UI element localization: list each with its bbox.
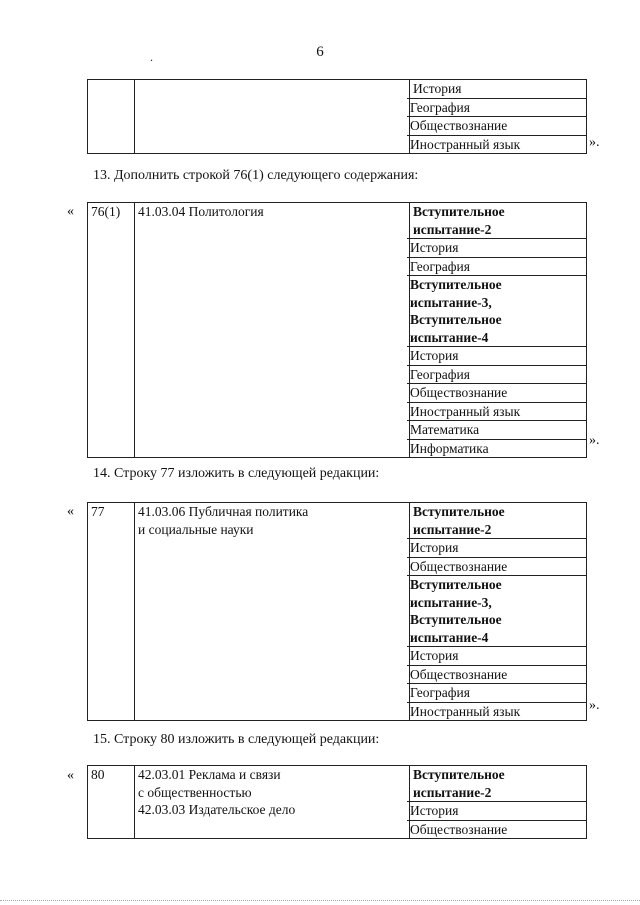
subjects-cell bbox=[410, 503, 587, 721]
closing-quote: ». bbox=[589, 698, 600, 713]
subject-item: География bbox=[407, 98, 586, 117]
page-number: 6 bbox=[316, 44, 324, 60]
program-cell bbox=[135, 766, 410, 839]
exam-group-label bbox=[407, 575, 586, 646]
closing-quote: ». bbox=[589, 433, 600, 448]
stray-dot: . bbox=[150, 50, 153, 64]
exam-group-label bbox=[410, 503, 586, 538]
table-row-76-1 bbox=[87, 202, 587, 458]
subjects-cell bbox=[410, 80, 587, 154]
row-number-cell: 80 bbox=[88, 766, 135, 839]
exam-group-line: испытание-2 bbox=[413, 521, 492, 537]
paragraph-15: 15. Строку 80 изложить в следующей редакции: bbox=[93, 732, 380, 747]
subject-item: География bbox=[407, 683, 586, 702]
program-cell bbox=[135, 80, 410, 154]
closing-quote: ». bbox=[589, 135, 600, 150]
subject-item: География bbox=[407, 365, 586, 384]
exam-group-line: испытание-3, bbox=[410, 594, 492, 610]
exam-group-line: Вступительное bbox=[413, 204, 505, 219]
exam-group-label bbox=[407, 275, 586, 346]
subject-item: Обществознание bbox=[407, 557, 586, 576]
subject-item: География bbox=[407, 257, 586, 276]
program-line: 41.03.06 Публичная политика bbox=[138, 504, 309, 519]
row-number-cell: 77 bbox=[88, 503, 135, 721]
exam-group-line: Вступительное bbox=[410, 612, 502, 627]
exam-group-line: Вступительное bbox=[413, 504, 505, 519]
paragraph-13: 13. Дополнить строкой 76(1) следующего содержания: bbox=[93, 168, 419, 183]
subject-item: Обществознание bbox=[407, 383, 586, 402]
exam-group-label bbox=[410, 203, 586, 238]
opening-quote: « bbox=[67, 204, 74, 219]
program-line: 42.03.01 Реклама и связи bbox=[138, 767, 281, 782]
exam-group-line: испытание-3, bbox=[410, 294, 492, 310]
table-row-80 bbox=[87, 765, 587, 839]
paragraph-14: 14. Строку 77 изложить в следующей редакции: bbox=[93, 466, 380, 481]
exam-group-line: испытание-4 bbox=[410, 329, 489, 345]
subject-item: Иностранный язык bbox=[407, 402, 586, 421]
exam-group-line: Вступительное bbox=[410, 277, 502, 292]
subject-item: История bbox=[407, 238, 586, 257]
program-line: с общественностью bbox=[138, 784, 252, 800]
subject-item: Информатика bbox=[407, 439, 586, 458]
subject-item: Обществознание bbox=[407, 116, 586, 135]
subject-item: Обществознание bbox=[407, 665, 586, 684]
subject-item: Обществознание bbox=[407, 820, 586, 839]
program-cell bbox=[135, 503, 410, 721]
subject-item: Иностранный язык bbox=[407, 702, 586, 721]
row-number-cell: 76(1) bbox=[88, 203, 135, 458]
subjects-cell bbox=[410, 203, 587, 458]
subject-item: История bbox=[407, 801, 586, 820]
program-line: и социальные науки bbox=[138, 521, 254, 537]
subject-item: История bbox=[407, 646, 586, 665]
exam-group-line: испытание-2 bbox=[413, 784, 492, 800]
subject-item: История bbox=[407, 538, 586, 557]
program-line: 41.03.04 Политология bbox=[138, 204, 264, 219]
subjects-cell bbox=[410, 766, 587, 839]
page-bottom-edge bbox=[0, 900, 640, 901]
exam-group-line: Вступительное bbox=[410, 577, 502, 592]
exam-group-line: Вступительное bbox=[410, 312, 502, 327]
exam-group-line: испытание-4 bbox=[410, 629, 489, 645]
opening-quote: « bbox=[67, 768, 74, 783]
exam-group-label bbox=[410, 766, 586, 801]
continued-table bbox=[87, 79, 587, 154]
subject-item: История bbox=[407, 346, 586, 365]
exam-group-line: Вступительное bbox=[413, 767, 505, 782]
row-number-cell bbox=[88, 80, 135, 154]
exam-group-line: испытание-2 bbox=[413, 221, 492, 237]
program-cell bbox=[135, 203, 410, 458]
program-line: 42.03.03 Издательское дело bbox=[138, 802, 296, 817]
table-row-77 bbox=[87, 502, 587, 721]
subject-item: Математика bbox=[407, 420, 586, 439]
subject-item: История bbox=[413, 81, 462, 96]
subject-item: Иностранный язык bbox=[407, 135, 586, 154]
opening-quote: « bbox=[67, 504, 74, 519]
